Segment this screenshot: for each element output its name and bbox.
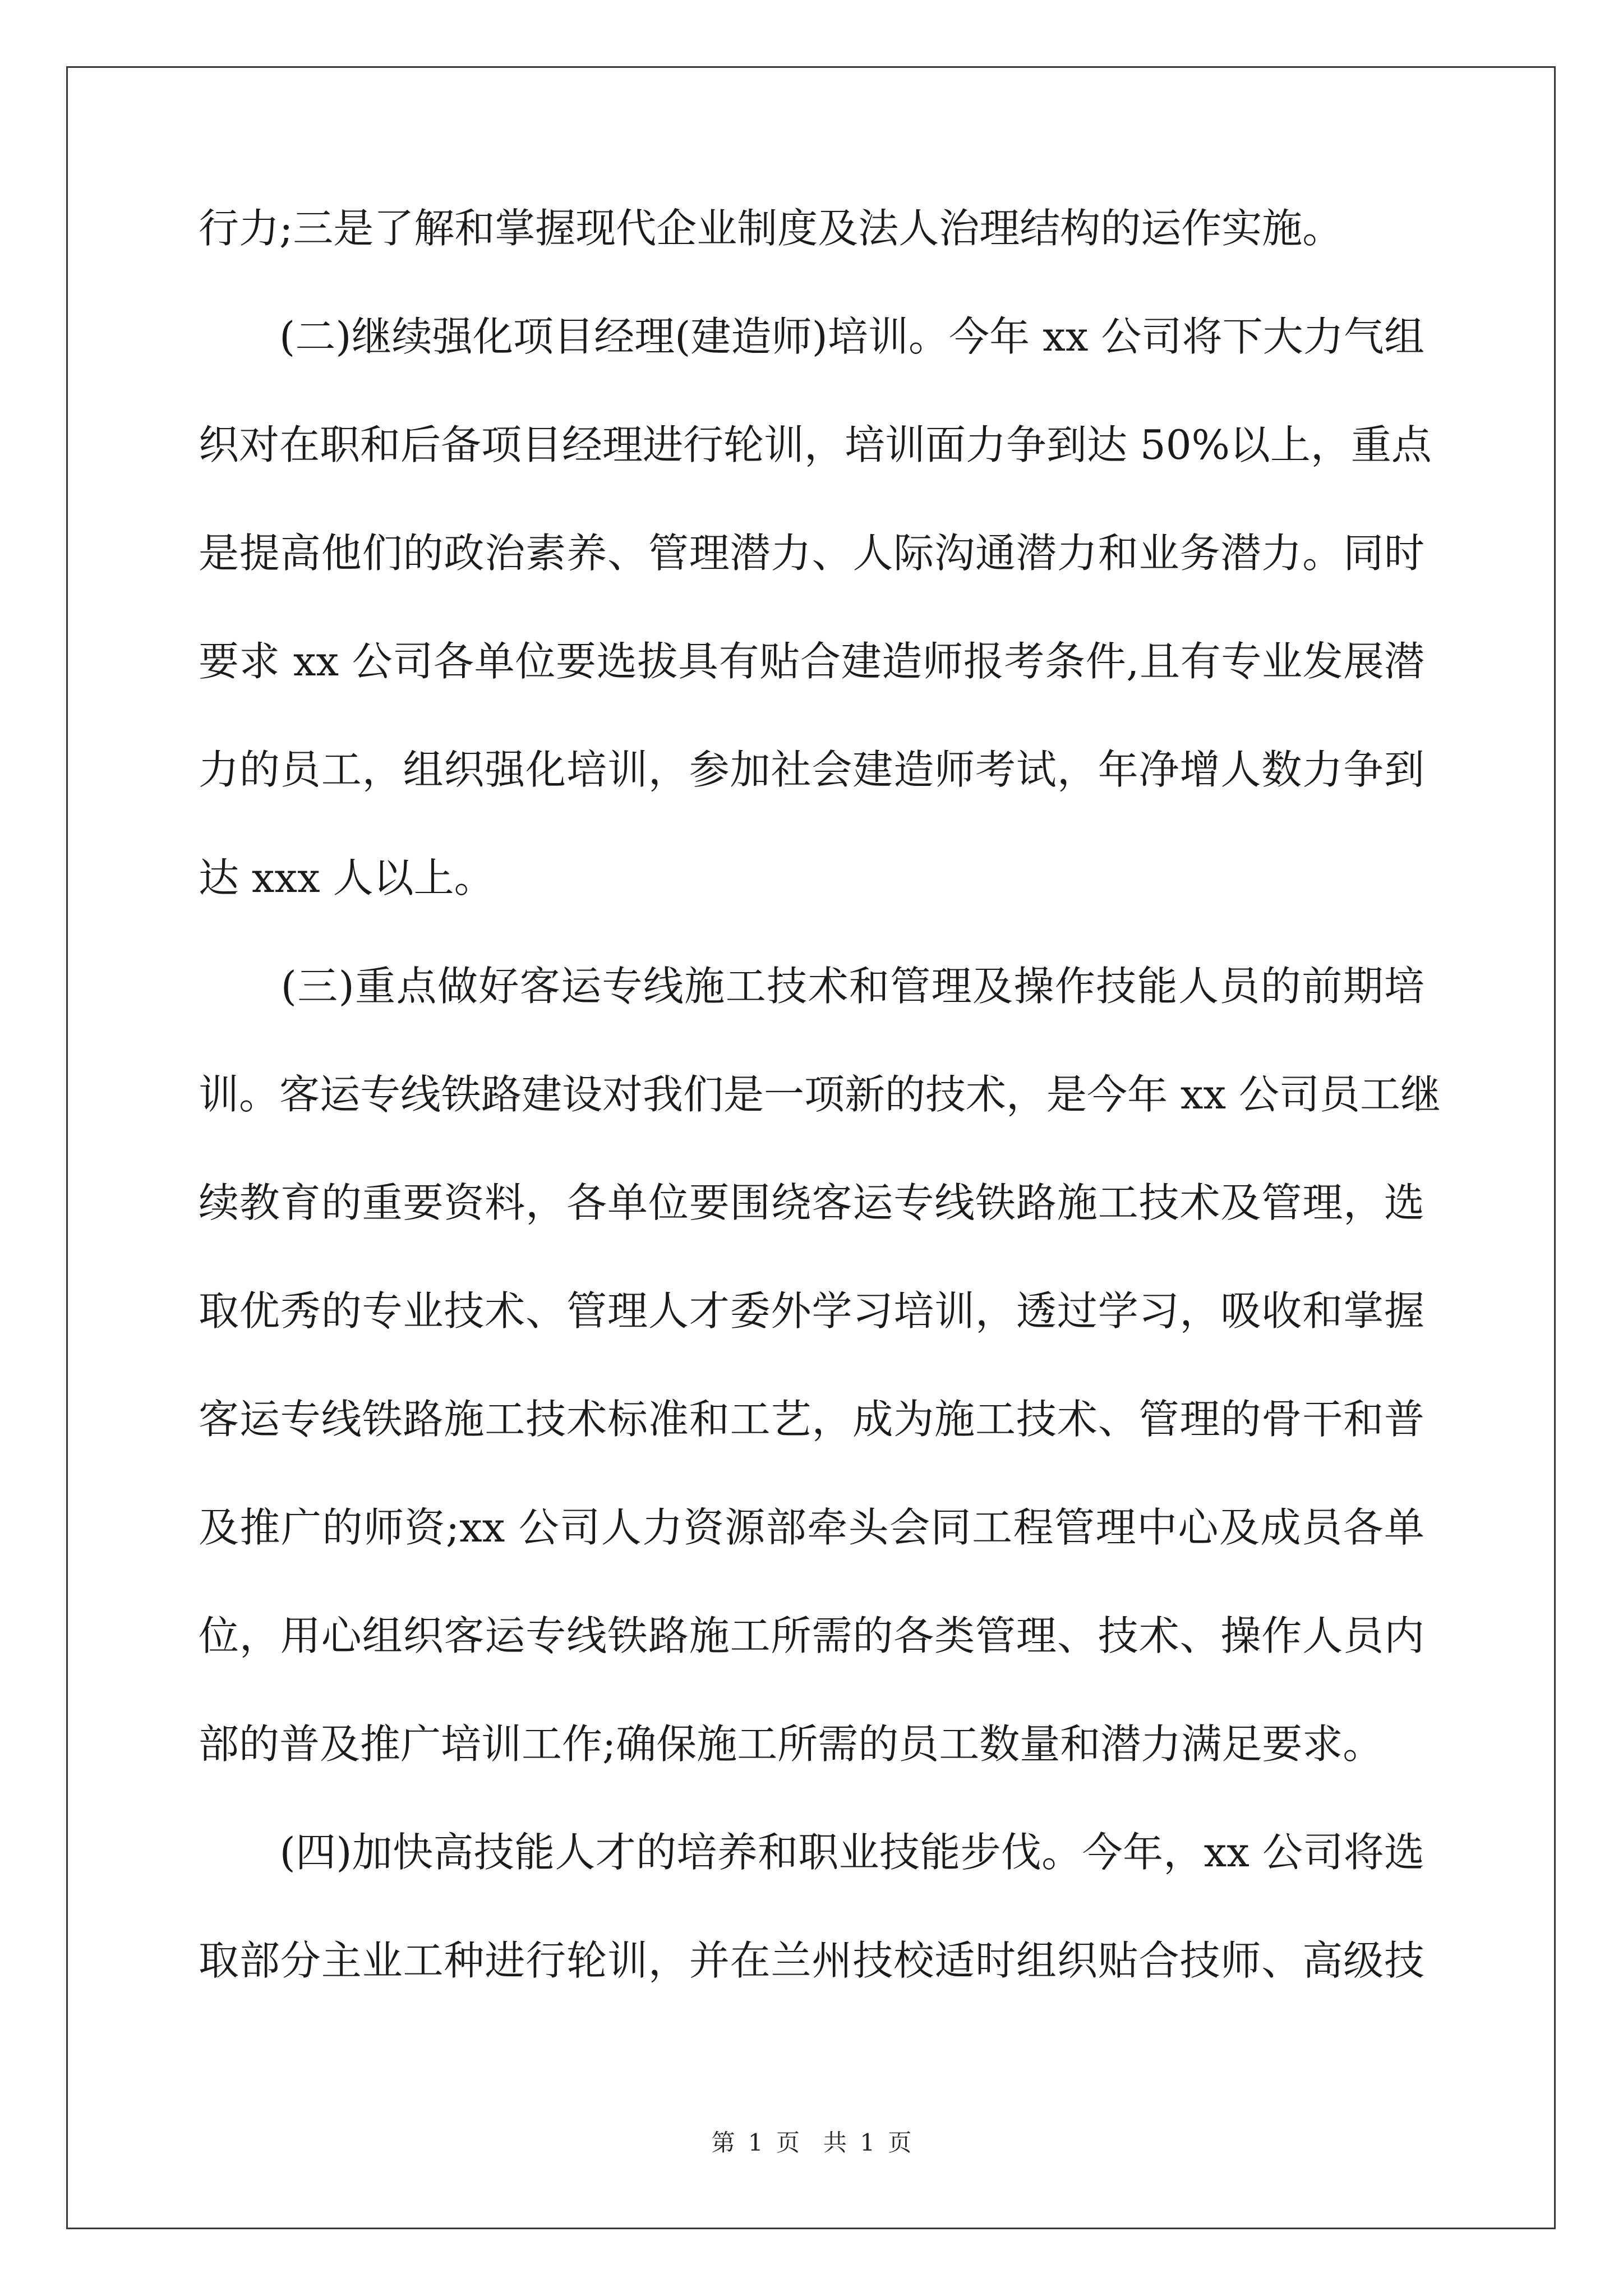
page-number: 第 1 页 共 1 页 (711, 2129, 912, 2156)
text-line: 及推广的师资;xx 公司人力资源部牵头会同工程管理中心及成员各单 (199, 1504, 1424, 1551)
text-line: 续教育的重要资料，各单位要围绕客运专线铁路施工技术及管理，选 (199, 1179, 1424, 1226)
text-line: (四)加快高技能人才的培养和职业技能步伐。今年，xx 公司将选 (199, 1829, 1424, 1876)
text-line: (二)继续强化项目经理(建造师)培训。今年 xx 公司将下大力气组 (199, 313, 1424, 360)
text-line: 行力;三是了解和掌握现代企业制度及法人治理结构的运作实施。 (199, 205, 1343, 252)
text-line: 取部分主业工种进行轮训，并在兰州技校适时组织贴合技师、高级技 (199, 1937, 1424, 1984)
text-line: 部的普及推广培训工作;确保施工所需的员工数量和潜力满足要求。 (199, 1720, 1384, 1768)
page-border (66, 66, 1556, 2229)
text-line: 客运专线铁路施工技术标准和工艺，成为施工技术、管理的骨干和普 (199, 1396, 1424, 1443)
text-line: 训。客运专线铁路建设对我们是一项新的技术，是今年 xx 公司员工继 (199, 1071, 1441, 1118)
text-line: (三)重点做好客运专线施工技术和管理及操作技能人员的前期培 (199, 963, 1424, 1010)
text-line: 力的员工，组织强化培训，参加社会建造师考试，年净增人数力争到 (199, 746, 1424, 793)
text-line: 织对在职和后备项目经理进行轮训，培训面力争到达 50%以上，重点 (199, 421, 1432, 468)
text-line: 位，用心组织客运专线铁路施工所需的各类管理、技术、操作人员内 (199, 1612, 1424, 1659)
text-line: 取优秀的专业技术、管理人才委外学习培训，透过学习，吸收和掌握 (199, 1287, 1424, 1335)
text-line: 要求 xx 公司各单位要选拔具有贴合建造师报考条件,且有专业发展潜 (199, 638, 1424, 685)
text-line: 达 xxx 人以上。 (199, 854, 495, 901)
text-line: 是提高他们的政治素养、管理潜力、人际沟通潜力和业务潜力。同时 (199, 530, 1424, 577)
